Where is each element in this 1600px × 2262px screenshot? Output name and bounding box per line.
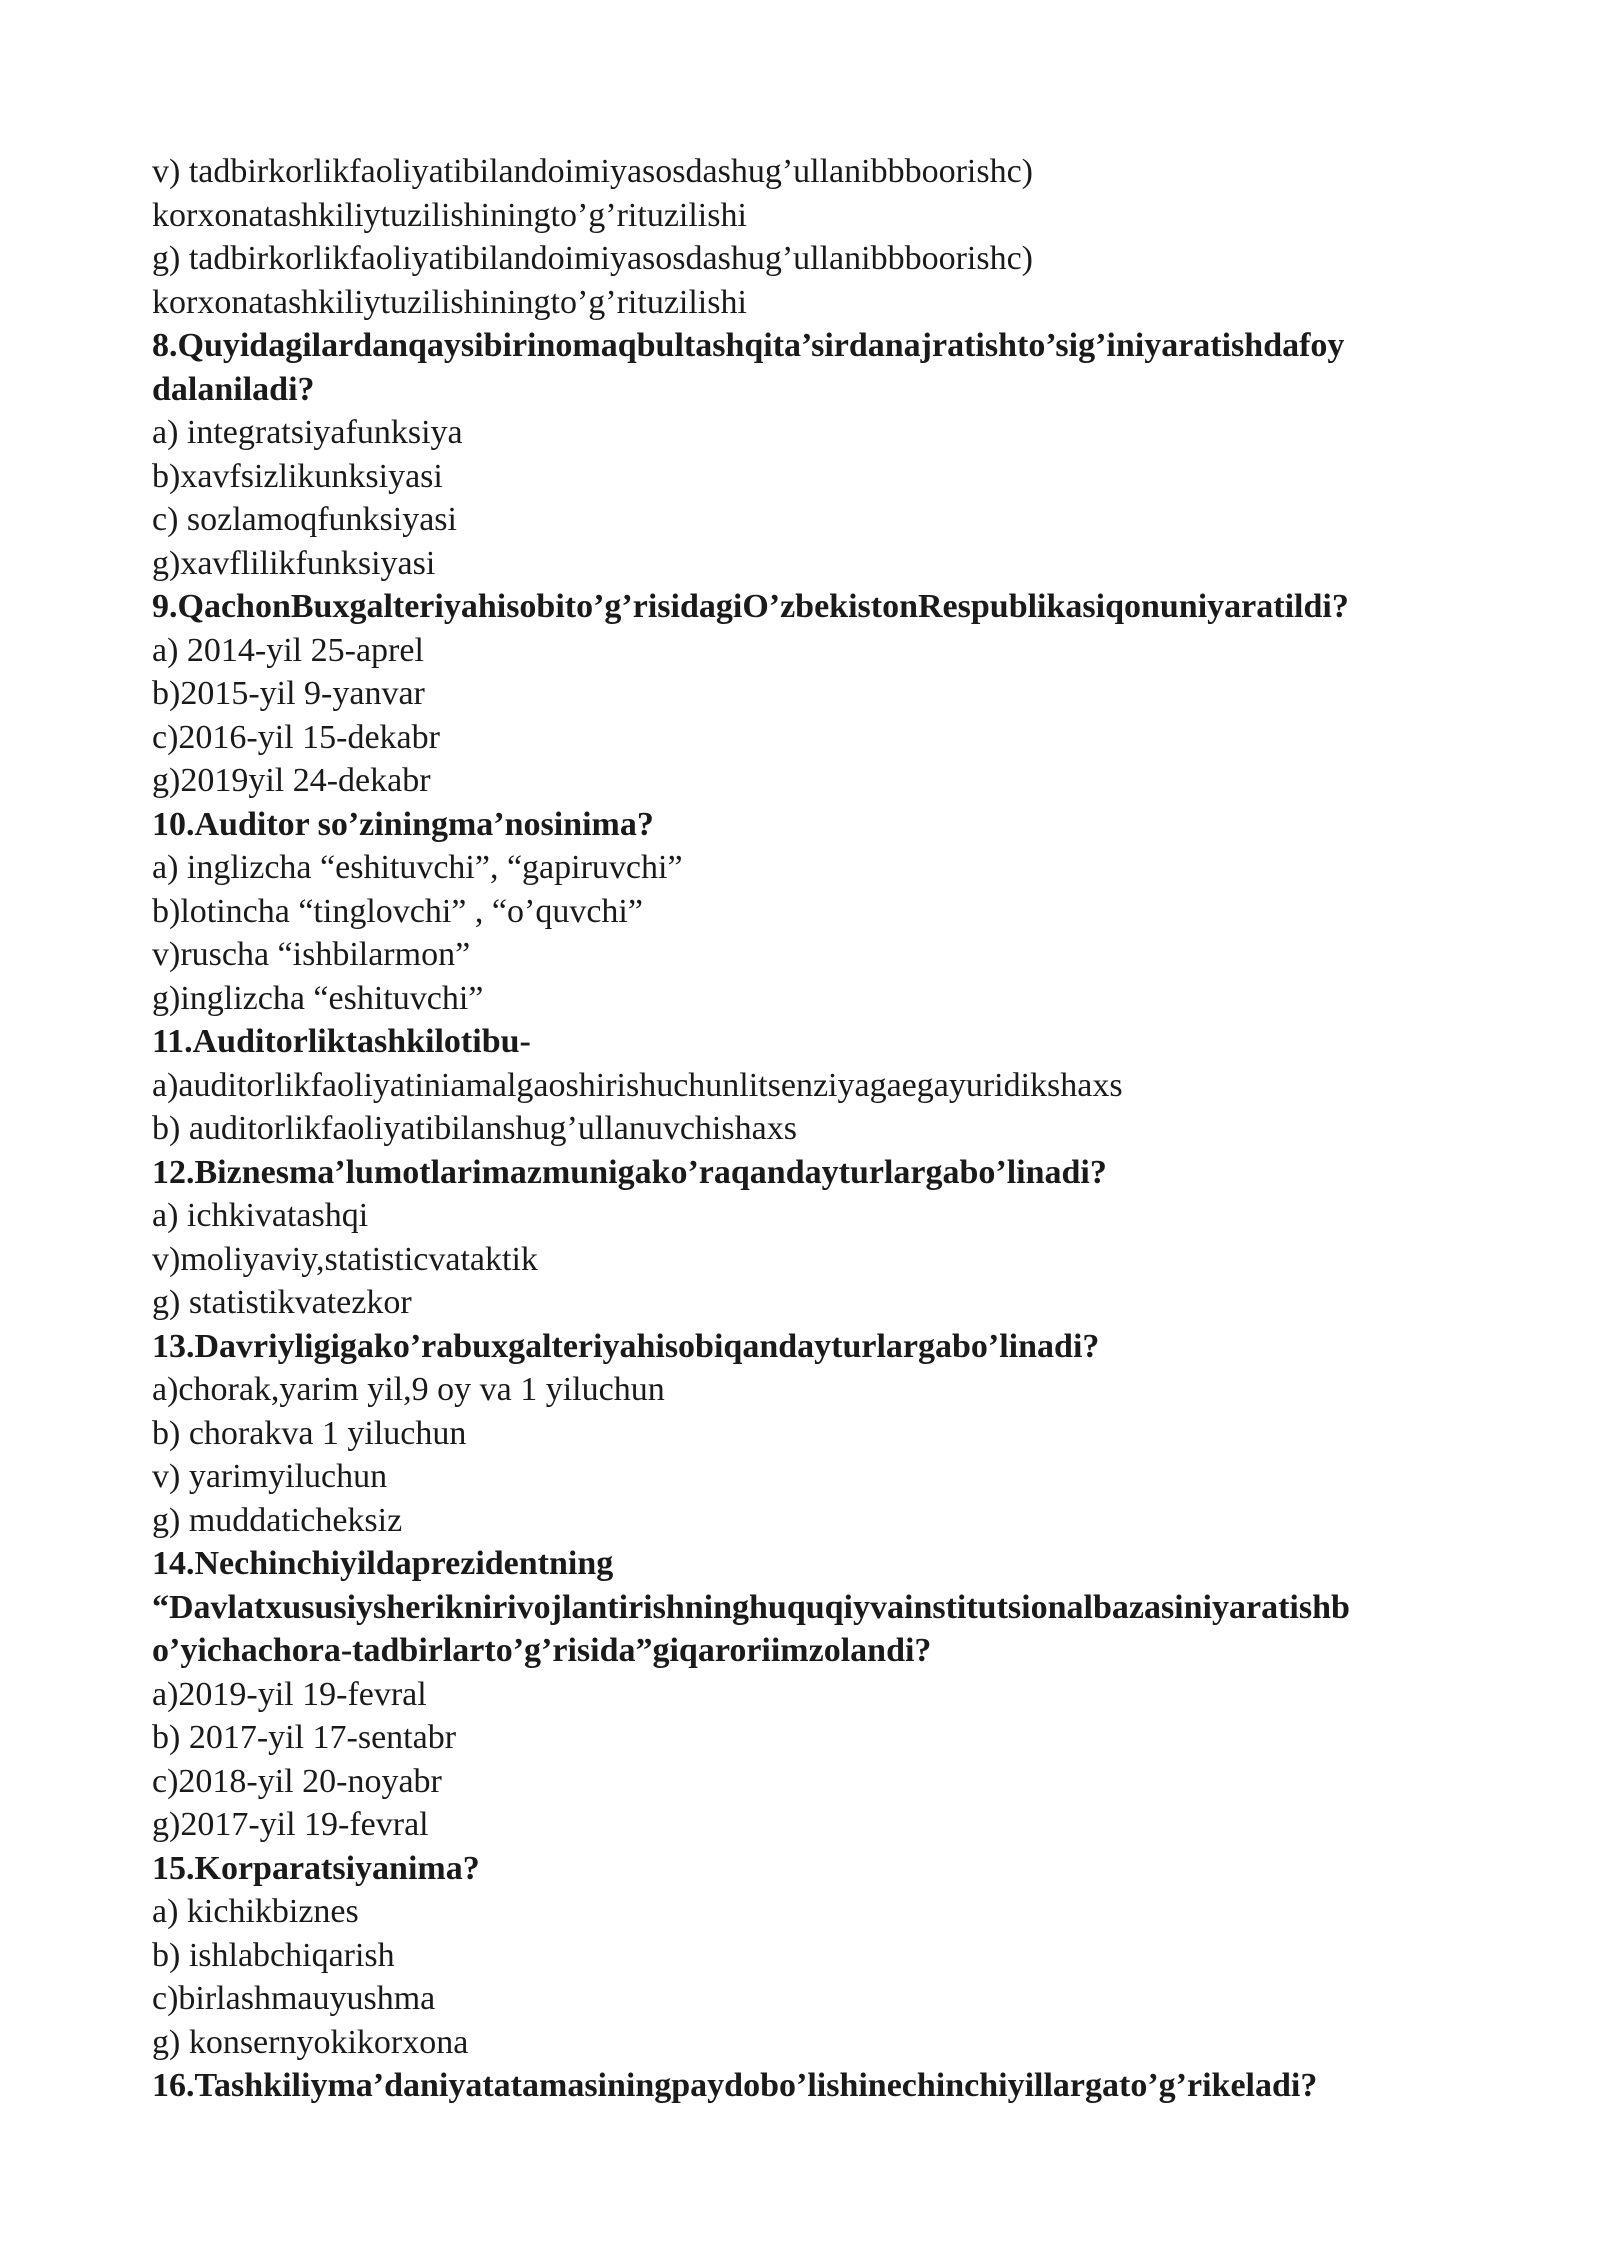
answer-line: v) yarimyiluchun (152, 1458, 388, 1495)
answer-line: b)xavfsizlikunksiyasi (152, 457, 443, 495)
answer-line: v)moliyaviy,statisticvataktik (152, 1240, 538, 1278)
answer-line: b) auditorlikfaoliyatibilanshug’ullanuvchishaxs (152, 1110, 797, 1147)
answer-line: korxonatashkiliytuzilishiningto’g’rituzilishi (152, 196, 747, 234)
answer-line: g) tadbirkorlikfaoliyatibilandoimiyasosdashug’ullanibbboorishc) (152, 240, 1033, 277)
question-line: 12.Biznesma’lumotlarimazmunigako’raqandayturlargabo’linadi? (152, 1153, 1107, 1191)
answer-line: b) chorakva 1 yiluchun (152, 1414, 467, 1452)
answer-line: g) statistikvatezkor (152, 1284, 412, 1321)
question-line: dalaniladi? (152, 370, 315, 408)
question-line: “Davlatxususiysheriknirivojlantirishninghuquqiyvainstitutsionalbazasiniyaratishb (152, 1588, 1350, 1626)
answer-line: g)2019yil 24-dekabr (152, 762, 431, 799)
answer-line: g)2017-yil 19-fevral (152, 1806, 429, 1843)
answer-line: v) tadbirkorlikfaoliyatibilandoimiyasosdashug’ullanibbboorishc) (152, 153, 1033, 190)
question-line: 8.Quyidagilardanqaysibirinomaqbultashqita’sirdanajratishto’sig’iniyaratishdafoy (152, 327, 1345, 364)
answer-line: c)2016-yil 15-dekabr (152, 718, 440, 756)
answer-line: c)2018-yil 20-noyabr (152, 1762, 442, 1800)
answer-line: g)inglizcha “eshituvchi” (152, 979, 484, 1017)
answer-line: a)chorak,yarim yil,9 oy va 1 yiluchun (152, 1371, 665, 1408)
answer-line: a)auditorlikfaoliyatiniamalgaoshirishuchunlitsenziyagaegayuridikshaxs (152, 1066, 1123, 1104)
answer-line: a) kichikbiznes (152, 1893, 359, 1930)
answer-line: b) ishlabchiqarish (152, 1936, 395, 1974)
answer-line: korxonatashkiliytuzilishiningto’g’rituzilishi (152, 283, 747, 321)
question-line: 15.Korparatsiyanima? (152, 1849, 480, 1887)
question-line: 13.Davriyligigako’rabuxgalteriyahisobiqandayturlargabo’linadi? (152, 1327, 1100, 1365)
answer-line: b)lotincha “tinglovchi” , “o’quvchi” (152, 892, 643, 930)
answer-line: v)ruscha “ishbilarmon” (152, 936, 471, 973)
question-line: 11.Auditorliktashkilotibu- (152, 1023, 531, 1060)
question-line: 9.QachonBuxgalteriyahisobito’g’risidagiO’zbekistonRespublikasiqonuniyaratildi? (152, 588, 1349, 625)
answer-line: a) ichkivatashqi (152, 1197, 369, 1234)
document-page (152, 150, 1502, 2108)
answer-line: a) inglizcha “eshituvchi”, “gapiruvchi” (152, 849, 683, 886)
answer-line: b)2015-yil 9-yanvar (152, 675, 425, 712)
answer-line: g) muddaticheksiz (152, 1501, 403, 1539)
answer-line: g)xavflilikfunksiyasi (152, 544, 436, 582)
answer-line: c) sozlamoqfunksiyasi (152, 501, 457, 538)
answer-line: a)2019-yil 19-fevral (152, 1675, 427, 1713)
answer-line: a) 2014-yil 25-aprel (152, 631, 424, 669)
answer-line: g) konsernyokikorxona (152, 2023, 469, 2061)
question-line: 16.Tashkiliyma’daniyatatamasiningpaydobo’lishinechinchiyillargato’g’rikeladi? (152, 2067, 1318, 2104)
question-line: o’yichachora-tadbirlarto’g’risida”giqaroriimzolandi? (152, 1632, 932, 1669)
question-line: 14.Nechinchiyildaprezidentning (152, 1545, 614, 1582)
answer-line: c)birlashmauyushma (152, 1980, 436, 2017)
answer-line: a) integratsiyafunksiya (152, 414, 463, 451)
question-line: 10.Auditor so’ziningma’nosinima? (152, 805, 654, 843)
answer-line: b) 2017-yil 17-sentabr (152, 1719, 457, 1756)
